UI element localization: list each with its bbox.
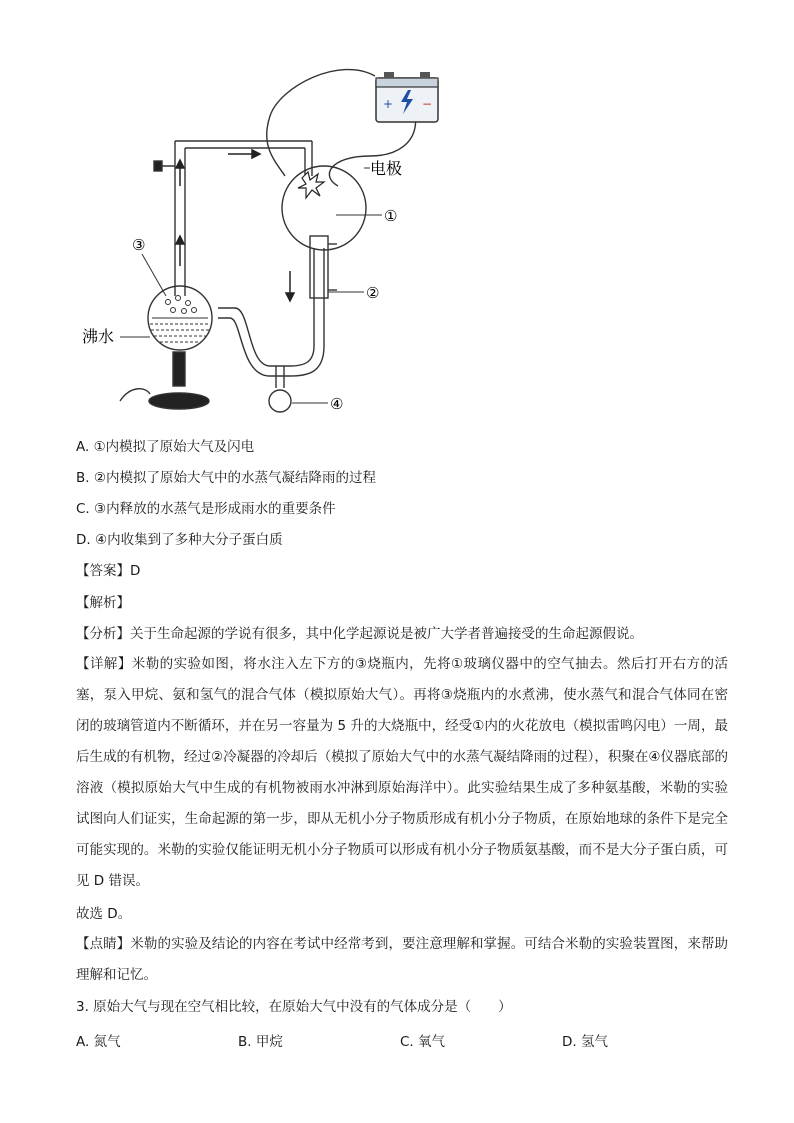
label-4: ④ <box>330 395 344 413</box>
label-1: ① <box>384 207 398 225</box>
label-3: ③ <box>132 236 146 254</box>
q3-option-c: C. 氧气 <box>400 1034 446 1050</box>
miller-experiment-figure <box>70 56 433 426</box>
spark-icon <box>298 172 324 198</box>
option-b: B. ②内模拟了原始大气中的水蒸气凝结降雨的过程 <box>76 470 376 486</box>
q3-option-a: A. 氮气 <box>76 1034 121 1050</box>
question-3-stem: 3. 原始大气与现在空气相比较，在原始大气中没有的气体成分是（ ） <box>76 999 512 1015</box>
label-2: ② <box>366 284 380 302</box>
battery-plus-label: + <box>383 97 394 111</box>
option-a: A. ①内模拟了原始大气及闪电 <box>76 439 255 455</box>
q3-option-b: B. 甲烷 <box>238 1034 283 1050</box>
q3-option-d: D. 氢气 <box>562 1034 608 1050</box>
analysis-heading: 【解析】 <box>76 595 130 611</box>
answer: 【答案】D <box>76 563 141 579</box>
option-d: D. ④内收集到了多种大分子蛋白质 <box>76 532 283 548</box>
boiling-water-label: 沸水 <box>82 327 115 346</box>
electrode-label: 电极 <box>370 159 403 178</box>
conclusion: 故选 D。 <box>76 906 132 922</box>
analysis-intro: 【分析】关于生命起源的学说有很多，其中化学起源说是被广大学者普遍接受的生命起源假说。 <box>76 626 643 642</box>
option-c: C. ③内释放的水蒸气是形成雨水的重要条件 <box>76 501 336 517</box>
comment-paragraph: 【点睛】米勒的实验及结论的内容在考试中经常考到，要注意理解和掌握。可结合米勒的实验装置图，来帮助理解和记忆。 <box>76 936 728 983</box>
detail-paragraph: 【详解】米勒的实验如图，将水注入左下方的③烧瓶内，先将①玻璃仪器中的空气抽去。然后打开右方的活塞，泵入甲烷、氨和氢气的混合气体（模拟原始大气）。再将③烧瓶内的水煮沸，使水蒸气和混合气体同在密闭的玻璃管道内不断循环，并在另一容量为 5 升的大烧瓶中，经受①内的火花放电（模拟雷鸣闪电）一周，最后生成的有机物，经过②冷凝器的冷却后（模拟了原始大气中的水蒸气凝结降雨的过程），积聚在④仪器底部的溶液（模拟原始大气中生成的有机物被雨水冲淋到原始海洋中）。此实验结果生成了多种氨基酸，米勒的实验试图向人们证实，生命起源的第一步，即从无机小分子物质形成有机小分子物质，在原始地球的条件下是完全可能实现的。米勒的实验仅能证明无机小分子物质可以形成有机小分子物质氨基酸，而不是大分子蛋白质，可见 D 错误。 <box>76 656 728 889</box>
question-3-options <box>76 1030 726 1050</box>
battery-minus-label: − <box>422 97 433 111</box>
